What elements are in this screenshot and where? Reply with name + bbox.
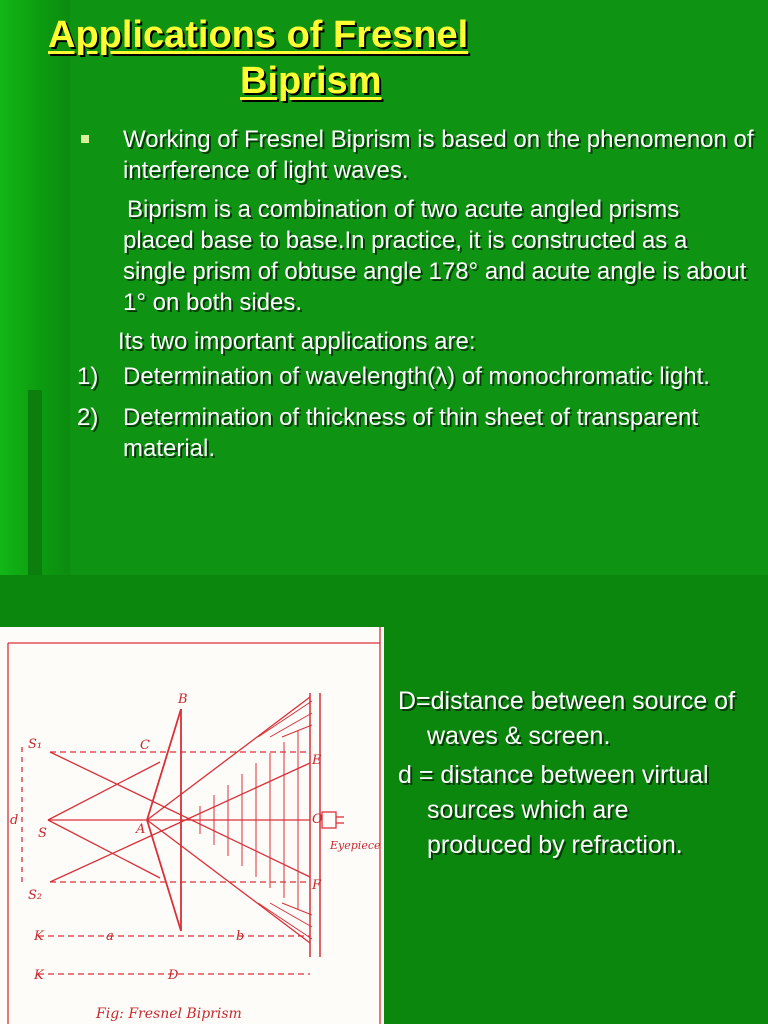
ray-cross-1 bbox=[50, 752, 310, 877]
paragraph-interference: Working of Fresnel Biprism is based on the phenomenon of interference of light waves. bbox=[123, 126, 754, 184]
label-D-distance: D bbox=[168, 968, 179, 983]
label-k: K bbox=[34, 929, 44, 944]
list-item bbox=[75, 361, 755, 392]
paragraph-applications: Its two important applications are: bbox=[118, 328, 476, 355]
label-s1: S₁ bbox=[28, 737, 43, 752]
figure-caption: Fig: Fresnel Biprism bbox=[96, 1006, 242, 1022]
title-line-1: Applications of Fresnel bbox=[48, 14, 469, 56]
definitions bbox=[398, 684, 738, 867]
label-eyepiece: Eyepiece bbox=[330, 839, 381, 852]
label-b-distance: b bbox=[236, 929, 245, 944]
bullet-paragraph bbox=[75, 124, 755, 186]
label-k-2: K bbox=[34, 968, 44, 983]
ray-cross-2 bbox=[50, 763, 310, 882]
list-number: 2) bbox=[77, 404, 99, 431]
label-a: A bbox=[136, 822, 146, 837]
list-item-text: Determination of wavelength(λ) of monochromatic light. bbox=[123, 363, 710, 390]
background-strip bbox=[28, 390, 42, 575]
biprism-diagram bbox=[0, 627, 384, 1024]
slide-title bbox=[48, 12, 468, 104]
label-s: S bbox=[38, 826, 47, 841]
label-f: F bbox=[312, 878, 322, 893]
label-s2: S₂ bbox=[28, 888, 43, 903]
paragraph-biprism: Biprism is a combination of two acute angled prisms placed base to base.In practice, it is constructed as a single prism of obtuse angle 178° and acute angle is about 1° on both sides. bbox=[123, 196, 747, 316]
list-item bbox=[75, 402, 755, 464]
square-bullet-icon bbox=[81, 135, 89, 143]
label-b: B bbox=[178, 692, 188, 707]
definition-D: D=distance between source of waves & screen. bbox=[398, 687, 736, 750]
label-a-distance: a bbox=[106, 929, 114, 944]
definition-d: d = distance between virtual sources which are produced by refraction. bbox=[398, 761, 709, 859]
ray-up bbox=[48, 762, 160, 820]
slide-body bbox=[75, 124, 755, 464]
label-c: C bbox=[140, 738, 150, 753]
label-e: E bbox=[312, 753, 322, 768]
eyepiece-icon bbox=[322, 812, 336, 828]
list-number: 1) bbox=[77, 363, 99, 390]
list-item-text: Determination of thickness of thin sheet of transparent material. bbox=[123, 404, 698, 462]
title-line-2: Biprism bbox=[240, 60, 382, 102]
label-d: d bbox=[10, 813, 19, 828]
label-o: O bbox=[312, 812, 323, 827]
